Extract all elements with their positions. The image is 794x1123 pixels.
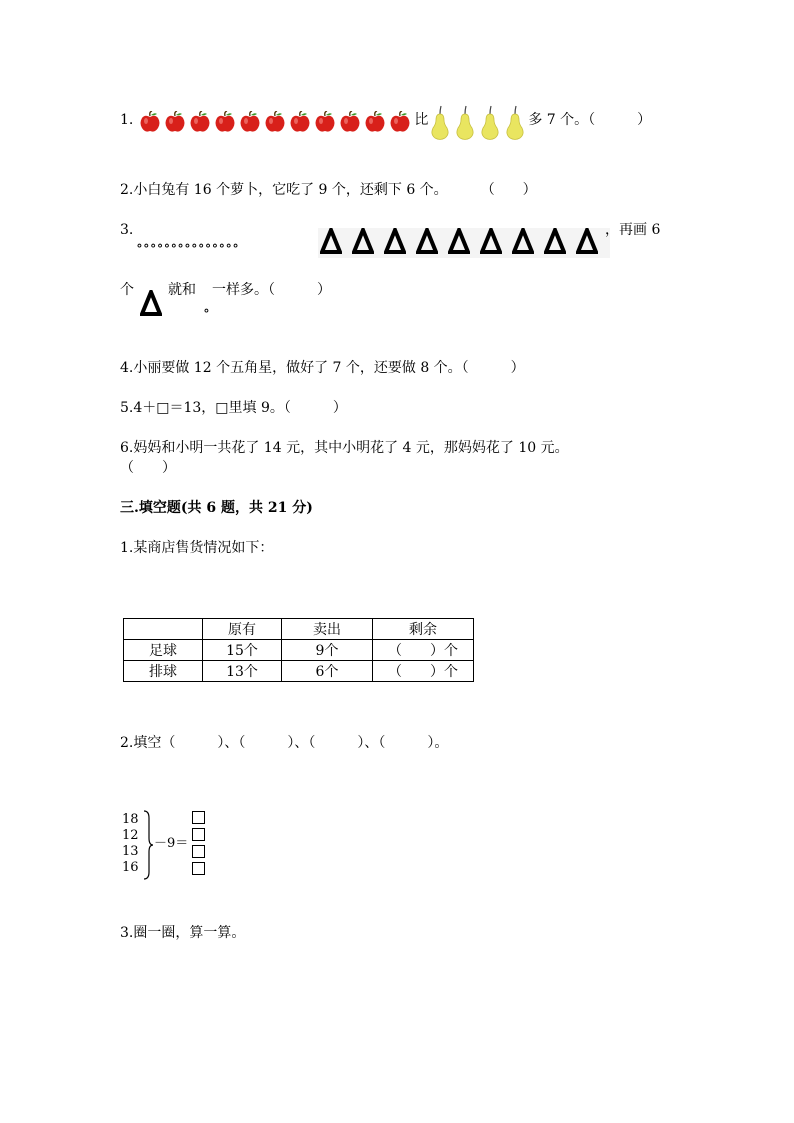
triangle-row [318, 228, 610, 258]
brace-number: 12 [122, 828, 139, 843]
brace-number: 16 [122, 860, 139, 875]
apple-icon [214, 109, 236, 131]
table-row [124, 661, 474, 682]
table-header-cell: 剩余 [373, 619, 474, 640]
triangle-icon [320, 228, 342, 254]
table-cell: 排球 [124, 661, 203, 682]
apple-icon [264, 109, 286, 131]
triangle-icon [576, 228, 598, 254]
apple-icon [364, 109, 386, 131]
right-brace-icon [142, 810, 154, 880]
subtraction-brace-diagram [122, 810, 222, 880]
pear-icon [428, 104, 452, 140]
triangle-icon [448, 228, 470, 254]
apple-icon [164, 109, 186, 131]
pear-icon [453, 104, 477, 140]
triangle-icon [544, 228, 566, 254]
section-title: 三.填空题(共 6 题，共 21 分) [120, 500, 313, 516]
q1-line [120, 100, 651, 140]
q6-paren: （ ） [120, 460, 176, 476]
table-header-cell [124, 619, 203, 640]
triangle-icon [416, 228, 438, 254]
table-cell: 13个 [203, 661, 282, 682]
table-cell: 足球 [124, 640, 203, 661]
q3-line2-a: 个 [120, 282, 134, 298]
apple-row [139, 112, 414, 128]
triangle-icon [140, 290, 162, 316]
triangle-icon [512, 228, 534, 254]
apple-icon [139, 109, 161, 131]
answer-box [192, 828, 205, 841]
f3-line: 3.圈一圈，算一算。 [120, 925, 246, 941]
answer-box [192, 845, 205, 858]
f2-line: 2.填空（ ）、（ ）、（ ）、（ ）。 [120, 735, 449, 751]
apple-icon [339, 109, 361, 131]
f1-line: 1.某商店售货情况如下： [120, 540, 274, 556]
table-cell: 6个 [282, 661, 373, 682]
q3-tail: ，再画 6 [605, 222, 661, 238]
single-triangle [140, 290, 162, 321]
q3-number: 3. [120, 222, 134, 238]
q3-circles: ∘∘∘∘∘∘∘∘∘∘∘∘∘∘∘ [136, 238, 239, 254]
triangle-icon [384, 228, 406, 254]
q1-number: 1. [120, 112, 134, 128]
q3-line2-b: 就和 [168, 282, 196, 298]
q3-small-circle: ∘ [203, 303, 210, 319]
apple-icon [189, 109, 211, 131]
apple-icon [239, 109, 261, 131]
answer-box [192, 811, 205, 824]
q2-text: 2.小白兔有 16 个萝卜，它吃了 9 个，还剩下 6 个。 [120, 182, 448, 198]
apple-icon [389, 109, 411, 131]
pear-icon [478, 104, 502, 140]
sales-table [123, 618, 474, 682]
brace-number: 18 [122, 812, 139, 827]
pear-row [428, 112, 528, 128]
q4-line: 4.小丽要做 12 个五角星，做好了 7 个，还要做 8 个。（ ） [120, 360, 525, 376]
q2-line [120, 181, 537, 199]
table-header-cell: 卖出 [282, 619, 373, 640]
table-header-row [124, 619, 474, 640]
answer-box [192, 862, 205, 875]
brace-operation: －9＝ [154, 836, 189, 851]
q3-line2-c: 一样多。（ ） [212, 282, 331, 298]
q6-line: 6.妈妈和小明一共花了 14 元，其中小明花了 4 元，那妈妈花了 10 元。 [120, 440, 569, 456]
triangle-icon [352, 228, 374, 254]
q1-text-end: 多 7 个。（ ） [528, 112, 652, 128]
apple-icon [289, 109, 311, 131]
q5-line: 5.4＋□＝13，□里填 9。（ ） [120, 400, 347, 416]
table-header-cell: 原有 [203, 619, 282, 640]
triangle-icon [480, 228, 502, 254]
brace-number: 13 [122, 844, 139, 859]
q2-paren: （ ） [487, 182, 537, 198]
table-row [124, 640, 474, 661]
apple-icon [314, 109, 336, 131]
table-cell: 9个 [282, 640, 373, 661]
q1-text-mid: 比 [414, 112, 429, 128]
table-cell: （ ）个 [373, 640, 474, 661]
pear-icon [503, 104, 527, 140]
table-cell: （ ）个 [373, 661, 474, 682]
table-cell: 15个 [203, 640, 282, 661]
